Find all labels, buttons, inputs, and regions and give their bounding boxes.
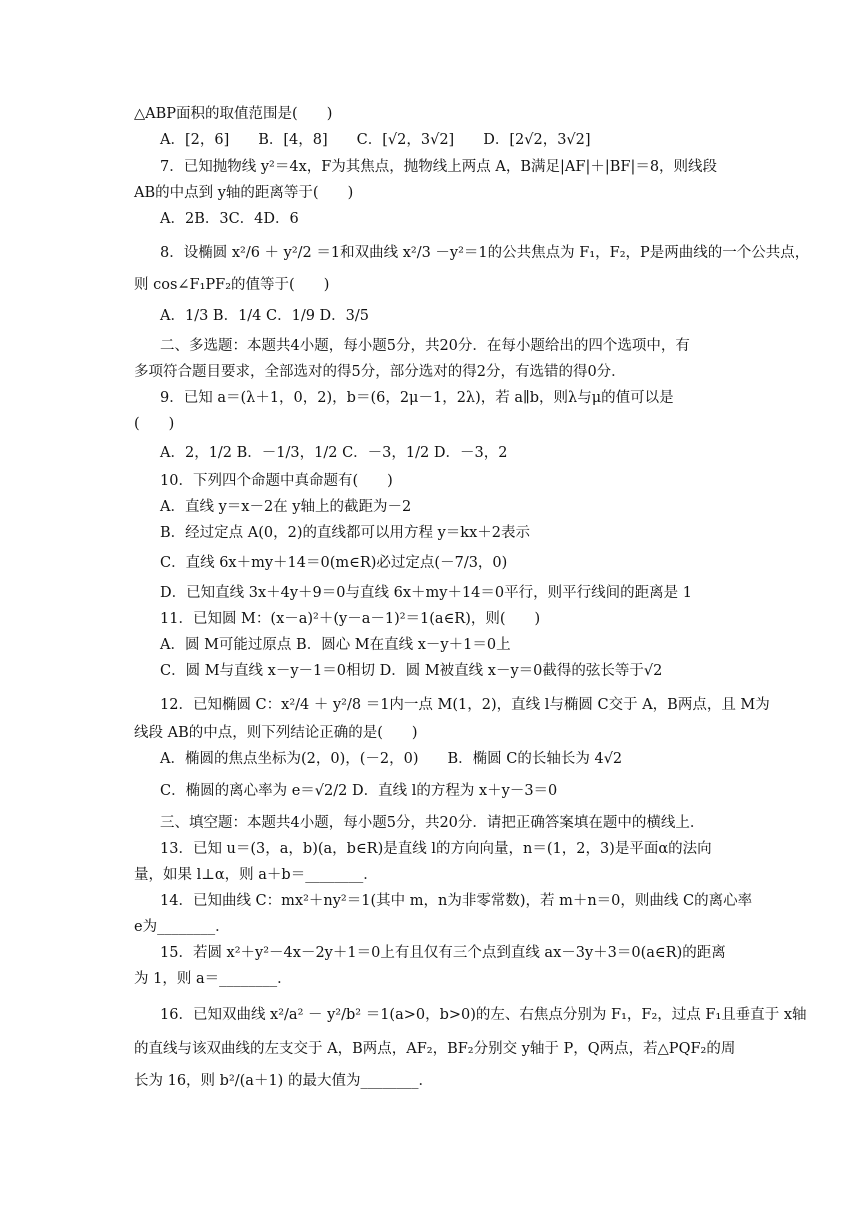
text-line: C．椭圆的离心率为 e＝√2/2 D．直线 l的方程为 x＋y－3＝0	[160, 783, 558, 799]
text-line: 的直线与该双曲线的左支交于 A，B两点，AF₂，BF₂分别交 y轴于 P，Q两点，若△PQF₂的周	[134, 1041, 736, 1057]
text-line: 为 1，则 a＝________．	[134, 971, 292, 987]
section-heading: 二、多选题：本题共4小题，每小题5分，共20分．在每小题给出的四个选项中，有	[160, 338, 690, 354]
text-line: A．1/3 B．1/4 C．1/9 D．3/5	[160, 308, 370, 324]
text-line: A．2，1/2 B．－1/3，1/2 C．－3，1/2 D．－3，2	[160, 445, 508, 461]
text-line: A．圆 M可能过原点 B．圆心 M在直线 x－y＋1＝0上	[160, 637, 511, 653]
text-line: ( )	[134, 416, 175, 432]
text-line: A．2B．3C．4D．6	[160, 211, 299, 227]
text-line: 15．若圆 x²＋y²－4x－2y＋1＝0上有且仅有三个点到直线 ax－3y＋3＝0(a∈R)的距离	[160, 945, 726, 961]
text-line: 14．已知曲线 C：mx²＋ny²＝1(其中 m，n为非零常数)，若 m＋n＝0，则曲线 C的离心率	[160, 893, 753, 909]
text-line: 7．已知抛物线 y²＝4x，F为其焦点，抛物线上两点 A，B满足|AF|＋|BF|＝8，则线段	[160, 159, 718, 175]
section-heading: 三、填空题：本题共4小题，每小题5分，共20分．请把正确答案填在题中的横线上．	[160, 815, 705, 831]
text-line: 9．已知 a＝(λ＋1，0，2)，b＝(6，2μ－1，2λ)，若 a∥b，则λ与μ的值可以是	[160, 390, 674, 406]
text-line: C．直线 6x＋my＋14＝0(m∈R)必过定点(－7/3，0)	[160, 555, 508, 571]
text-line: 8．设椭圆 x²/6 ＋ y²/2 ＝1和双曲线 x²/3 －y²＝1的公共焦点为 F₁，F₂，P是两曲线的一个公共点，	[160, 245, 810, 261]
text-line: 量，如果 l⊥α，则 a＋b＝________．	[134, 867, 378, 883]
text-line: A．椭圆的焦点坐标为(2，0)，(－2，0) B．椭圆 C的长轴长为 4√2	[160, 751, 623, 767]
text-line: 则 cos∠F₁PF₂的值等于( )	[134, 277, 330, 293]
text-line: 11．已知圆 M：(x－a)²＋(y－a－1)²＝1(a∈R)，则( )	[160, 611, 541, 627]
text-line: 多项符合题目要求，全部选对的得5分，部分选对的得2分，有选错的得0分．	[134, 364, 626, 380]
text-line: A．直线 y＝x－2在 y轴上的截距为－2	[160, 499, 412, 515]
text-line: A．[2，6] B．[4，8] C．[√2，3√2] D．[2√2，3√2]	[160, 132, 591, 148]
text-line: e为________．	[134, 919, 230, 935]
text-line: 线段 AB的中点，则下列结论正确的是( )	[134, 725, 418, 741]
text-line: 10．下列四个命题中真命题有( )	[160, 473, 393, 489]
text-line: AB的中点到 y轴的距离等于( )	[134, 185, 354, 201]
text-line: C．圆 M与直线 x－y－1＝0相切 D．圆 M被直线 x－y＝0截得的弦长等于√2	[160, 663, 663, 679]
text-line: 13．已知 u＝(3，a，b)(a，b∈R)是直线 l的方向向量，n＝(1，2，3)是平面α的法向	[160, 841, 712, 857]
text-line: 16．已知双曲线 x²/a² － y²/b² ＝1(a>0，b>0)的左、右焦点分别为 F₁，F₂，过点 F₁且垂直于 x轴	[160, 1007, 807, 1023]
text-line: B．经过定点 A(0，2)的直线都可以用方程 y＝kx＋2表示	[160, 525, 530, 541]
text-line: △ABP面积的取值范围是( )	[134, 106, 333, 122]
text-line: D．已知直线 3x＋4y＋9＝0与直线 6x＋my＋14＝0平行，则平行线间的距离是 1	[160, 585, 692, 601]
text-line: 12．已知椭圆 C：x²/4 ＋ y²/8 ＝1内一点 M(1，2)，直线 l与椭圆 C交于 A，B两点，且 M为	[160, 697, 770, 713]
text-line: 长为 16，则 b²/(a＋1) 的最大值为________．	[134, 1073, 433, 1089]
